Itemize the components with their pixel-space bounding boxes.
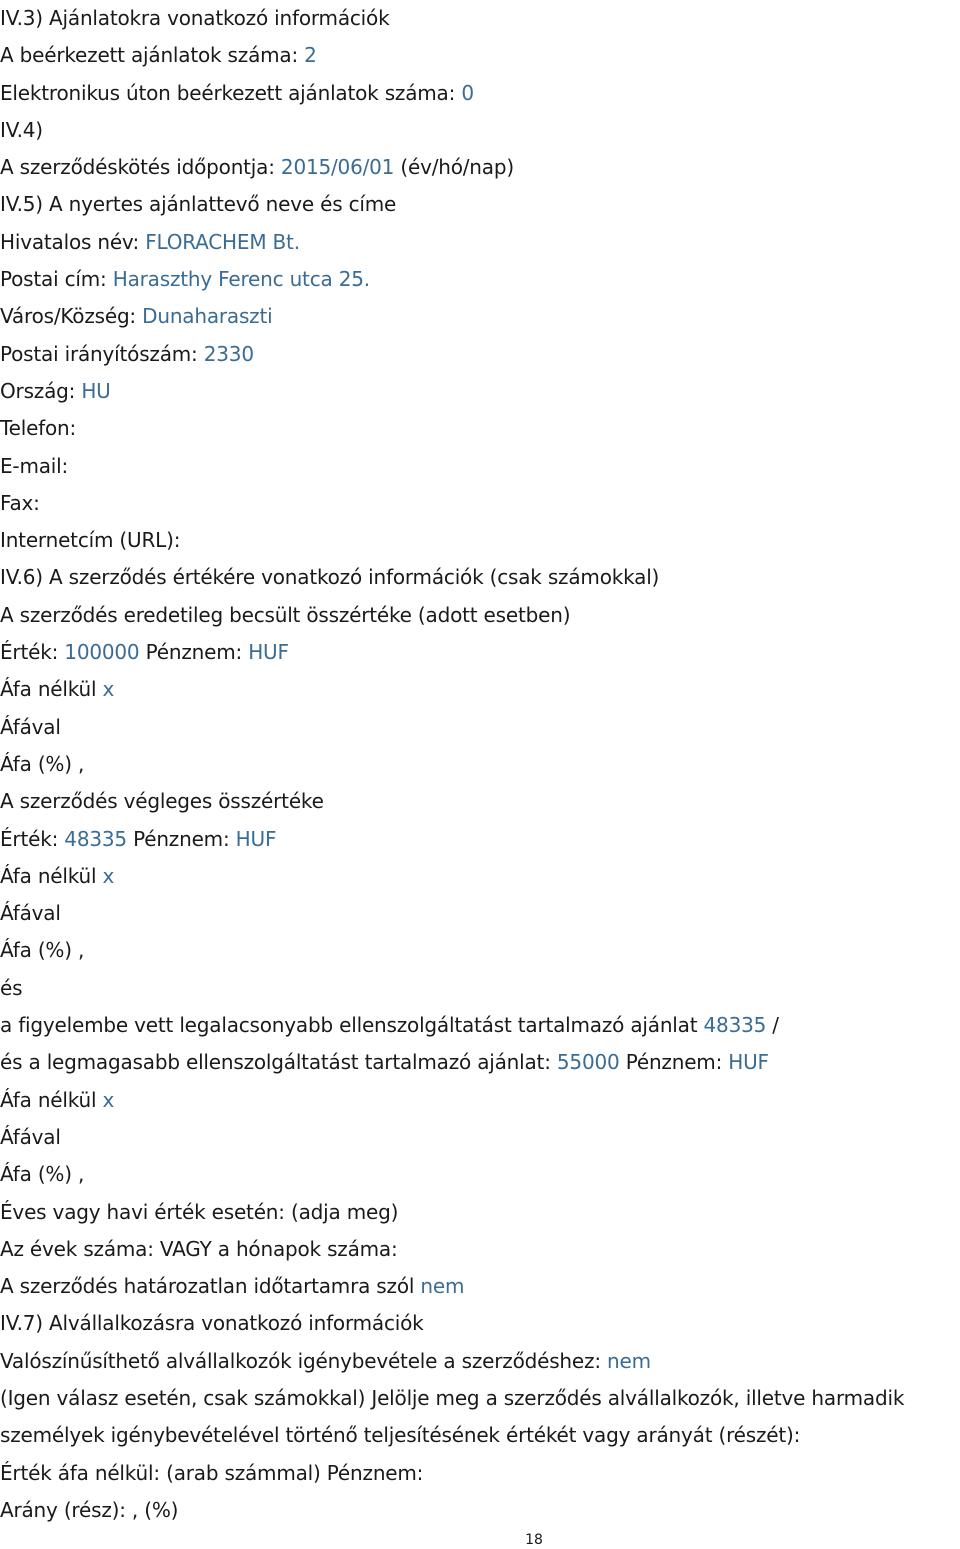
document-line [0, 746, 960, 783]
document-line [0, 224, 960, 261]
line-label: Éves vagy havi érték esetén: (adja meg) [0, 1199, 399, 1224]
line-value: Dunaharaszti [142, 304, 273, 329]
line-label: Postai cím: [0, 267, 113, 292]
document-line [0, 485, 960, 522]
line-label: A szerződés eredetileg becsült összértéke (adott esetben) [0, 602, 571, 627]
line-label: a figyelembe vett legalacsonyabb ellenszolgáltatást tartalmazó ajánlat [0, 1013, 704, 1038]
line-value: 55000 [556, 1050, 620, 1075]
line-label: Elektronikus úton beérkezett ajánlatok száma: [0, 80, 462, 105]
line-label: Ország: [0, 378, 82, 403]
line-value: x [102, 1087, 115, 1112]
document-line [0, 149, 960, 186]
document-line [0, 448, 960, 485]
document-line [0, 634, 960, 671]
document-line [0, 858, 960, 895]
page-number: 18 [525, 1532, 543, 1548]
line-suffix: Pénznem: [126, 826, 236, 851]
line-value: 2330 [203, 341, 254, 366]
document-line [0, 1194, 960, 1231]
line-value: x [102, 863, 115, 888]
document-line [0, 821, 960, 858]
document-line [0, 373, 960, 410]
line-label: Áfa nélkül [0, 1087, 103, 1112]
line-suffix: / [766, 1013, 779, 1038]
line-suffix: (év/hó/nap) [394, 155, 514, 180]
line-currency: HUF [248, 640, 289, 665]
document-line [0, 1007, 960, 1044]
document-line [0, 597, 960, 634]
document-line [0, 783, 960, 820]
line-label: IV.6) A szerződés értékére vonatkozó információk (csak számokkal) [0, 565, 660, 590]
line-value: nem [607, 1348, 651, 1373]
line-label: A szerződés határozatlan időtartamra szól [0, 1274, 421, 1299]
document-line [0, 522, 960, 559]
line-label: Postai irányítószám: [0, 341, 204, 366]
line-label: Áfa nélkül [0, 863, 103, 888]
document-line [0, 336, 960, 373]
line-label: Fax: [0, 490, 40, 515]
line-label: Áfa (%) , [0, 1162, 85, 1187]
line-label: Áfával [0, 714, 61, 739]
line-value: x [102, 677, 115, 702]
line-label: Áfa (%) , [0, 938, 85, 963]
line-value: 48335 [64, 826, 127, 851]
line-label: A beérkezett ajánlatok száma: [0, 43, 305, 68]
line-label: A szerződés végleges összértéke [0, 789, 324, 814]
document-line [0, 186, 960, 223]
line-label: Áfával [0, 1124, 61, 1149]
document-line [0, 895, 960, 932]
line-label: Hivatalos név: [0, 229, 146, 254]
line-label: és [0, 975, 23, 1000]
document-line [0, 559, 960, 596]
line-label: A szerződéskötés időpontja: [0, 155, 281, 180]
line-label: Érték: [0, 826, 65, 851]
document-line [0, 932, 960, 969]
line-value: Haraszthy Ferenc utca 25. [112, 267, 370, 292]
line-label: Áfa (%) , [0, 751, 85, 776]
document-line [0, 1492, 960, 1529]
document-line [0, 1305, 960, 1342]
document-line [0, 1044, 960, 1081]
line-label: Arány (rész): , (%) [0, 1497, 179, 1522]
document-line [0, 1156, 960, 1193]
line-label: Valószínűsíthető alvállalkozók igénybevétele a szerződéshez: [0, 1348, 608, 1373]
line-label: és a legmagasabb ellenszolgáltatást tartalmazó ajánlat: [0, 1050, 557, 1075]
document-line [0, 1082, 960, 1119]
line-label: E-mail: [0, 453, 69, 478]
document-line [0, 37, 960, 74]
document-line [0, 709, 960, 746]
line-label: Érték áfa nélkül: (arab számmal) Pénznem: [0, 1460, 424, 1485]
line-value: HU [81, 378, 111, 403]
document-line [0, 1119, 960, 1156]
line-label: Város/Község: [0, 304, 143, 329]
line-label: Internetcím (URL): [0, 528, 181, 553]
line-label: IV.5) A nyertes ajánlattevő neve és címe [0, 192, 397, 217]
line-label: Áfával [0, 901, 61, 926]
line-label: IV.7) Alvállalkozásra vonatkozó információk [0, 1311, 424, 1336]
line-label: Áfa nélkül [0, 677, 103, 702]
line-label: (Igen válasz esetén, csak számokkal) Jelölje meg a szerződés alvállalkozók, illetve harmadik személyek igénybevételével történő teljesítésének értékét vagy arányát (részét): [0, 1385, 905, 1448]
document-line [0, 0, 960, 37]
document-line [0, 1268, 960, 1305]
line-value: FLORACHEM Bt. [145, 229, 300, 254]
line-label: IV.3) Ajánlatokra vonatkozó információk [0, 6, 390, 30]
document-line [0, 970, 960, 1007]
document-line [0, 1231, 960, 1268]
line-value: 2 [304, 43, 317, 68]
document-line [0, 75, 960, 112]
document-line [0, 410, 960, 447]
line-value: 100000 [64, 640, 140, 665]
document-line [0, 1343, 960, 1380]
line-label: Érték: [0, 640, 65, 665]
line-value: 2015/06/01 [280, 155, 395, 180]
line-label: IV.4) [0, 117, 43, 142]
document-line [0, 112, 960, 149]
line-currency: HUF [728, 1050, 769, 1075]
document-line [0, 671, 960, 708]
document-line [0, 1380, 960, 1455]
document-line [0, 298, 960, 335]
line-suffix: Pénznem: [139, 640, 249, 665]
line-label: Az évek száma: VAGY a hónapok száma: [0, 1236, 398, 1261]
line-value: 0 [461, 80, 474, 105]
line-suffix: Pénznem: [619, 1050, 729, 1075]
document-line [0, 1455, 960, 1492]
line-value: 48335 [703, 1013, 767, 1038]
line-label: Telefon: [0, 416, 77, 441]
document-line [0, 261, 960, 298]
line-value: nem [420, 1274, 465, 1299]
line-currency: HUF [235, 826, 277, 851]
